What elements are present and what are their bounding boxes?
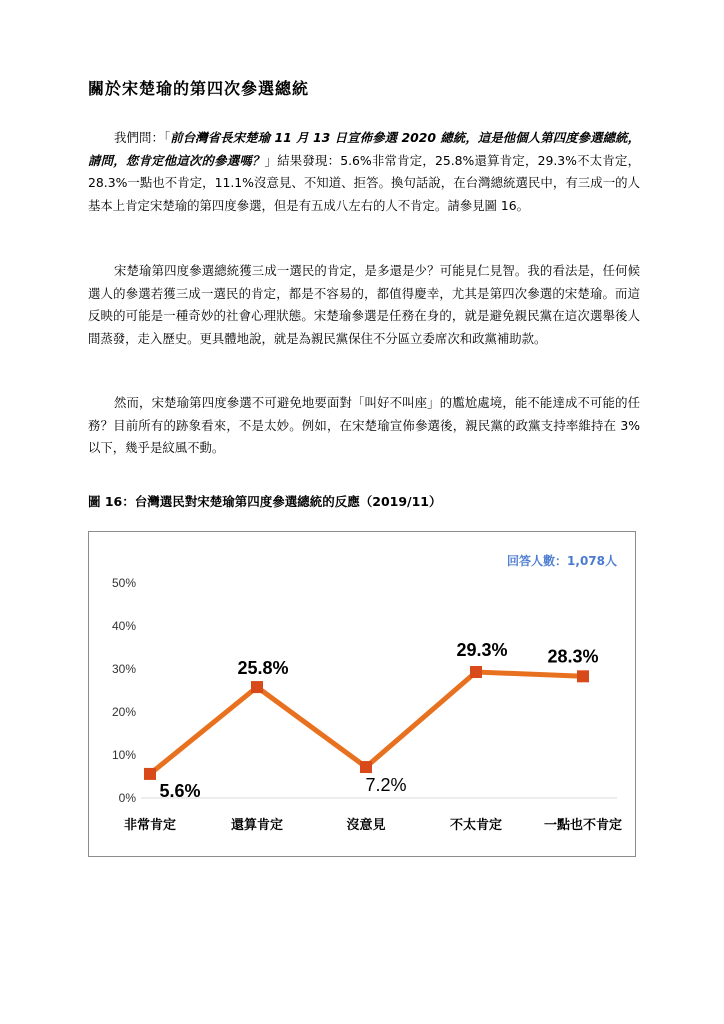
paragraph-2: 宋楚瑜第四度參選總統獲三成一選民的肯定，是多還是少？可能見仁見智。我的看法是，任何候選人的參選若獲三成一選民的肯定，都是不容易的，都值得慶幸，尤其是第四次參選的宋楚瑜。而這反映的可能是一種奇妙的社會心理狀態。宋楚瑜參選是任務在身的，就是避免親民黨在這次選舉後人間蒸發，走入歷史。更具體地說，就是為親民黨保住不分區立委席次和政黨補助款。	[88, 263, 640, 346]
y-tick-label: 0%	[118, 791, 136, 805]
page-title: 關於宋楚瑜的第四次參選總統	[88, 79, 310, 98]
survey-question: 前台灣省長宋楚瑜 11 月 13 日宣佈參選 2020 總統，這是他個人第四度參選總統，請問，您肯定他這次的參選嗎？	[88, 130, 640, 168]
y-tick-label: 30%	[111, 662, 136, 676]
y-tick-label: 40%	[111, 619, 136, 633]
data-label: 29.3%	[456, 640, 508, 661]
data-label: 25.8%	[237, 658, 289, 679]
data-point	[577, 670, 589, 682]
x-category-label: 沒意見	[346, 818, 386, 833]
respondents-count: 回答人數：1,078人	[507, 554, 617, 568]
chart-frame	[88, 531, 636, 857]
series-line	[150, 672, 583, 774]
data-point	[470, 666, 482, 678]
y-tick-label: 50%	[111, 576, 136, 590]
paragraph-1-before: 我們問：「	[114, 130, 171, 145]
data-label: 28.3%	[547, 646, 599, 667]
x-category-label: 不太肯定	[449, 818, 503, 833]
y-tick-label: 10%	[111, 748, 136, 762]
x-category-label: 還算肯定	[230, 818, 284, 833]
line-chart	[89, 532, 637, 858]
data-point	[251, 681, 263, 693]
data-point	[360, 761, 372, 773]
paragraph-3: 然而，宋楚瑜第四度參選不可避免地要面對「叫好不叫座」的尷尬處境，能不能達成不可能的任務？目前所有的跡象看來，不是太妙。例如，在宋楚瑜宣佈參選後，親民黨的政黨支持率維持在 3%以下，幾乎是紋風不動。	[88, 395, 640, 456]
x-category-label: 非常肯定	[123, 818, 177, 833]
x-category-label: 一點也不肯定	[543, 818, 623, 833]
figure-title: 圖 16：台灣選民對宋楚瑜第四度參選總統的反應（2019/11）	[88, 494, 442, 509]
data-label: 5.6%	[159, 780, 201, 801]
paragraph-1	[88, 127, 640, 217]
paragraph-1-after: 」結果發現：5.6%非常肯定，25.8%還算肯定，29.3%不太肯定，28.3%一點也不肯定，11.1%沒意見、不知道、拒答。換句話說，在台灣總統選民中，有三成一的人基本上肯定宋楚瑜的第四度參選，但是有五成八左右的人不肯定。請參見圖 16。	[88, 152, 641, 213]
data-label: 7.2%	[365, 775, 407, 796]
data-point	[144, 768, 156, 780]
y-tick-label: 20%	[111, 705, 136, 719]
